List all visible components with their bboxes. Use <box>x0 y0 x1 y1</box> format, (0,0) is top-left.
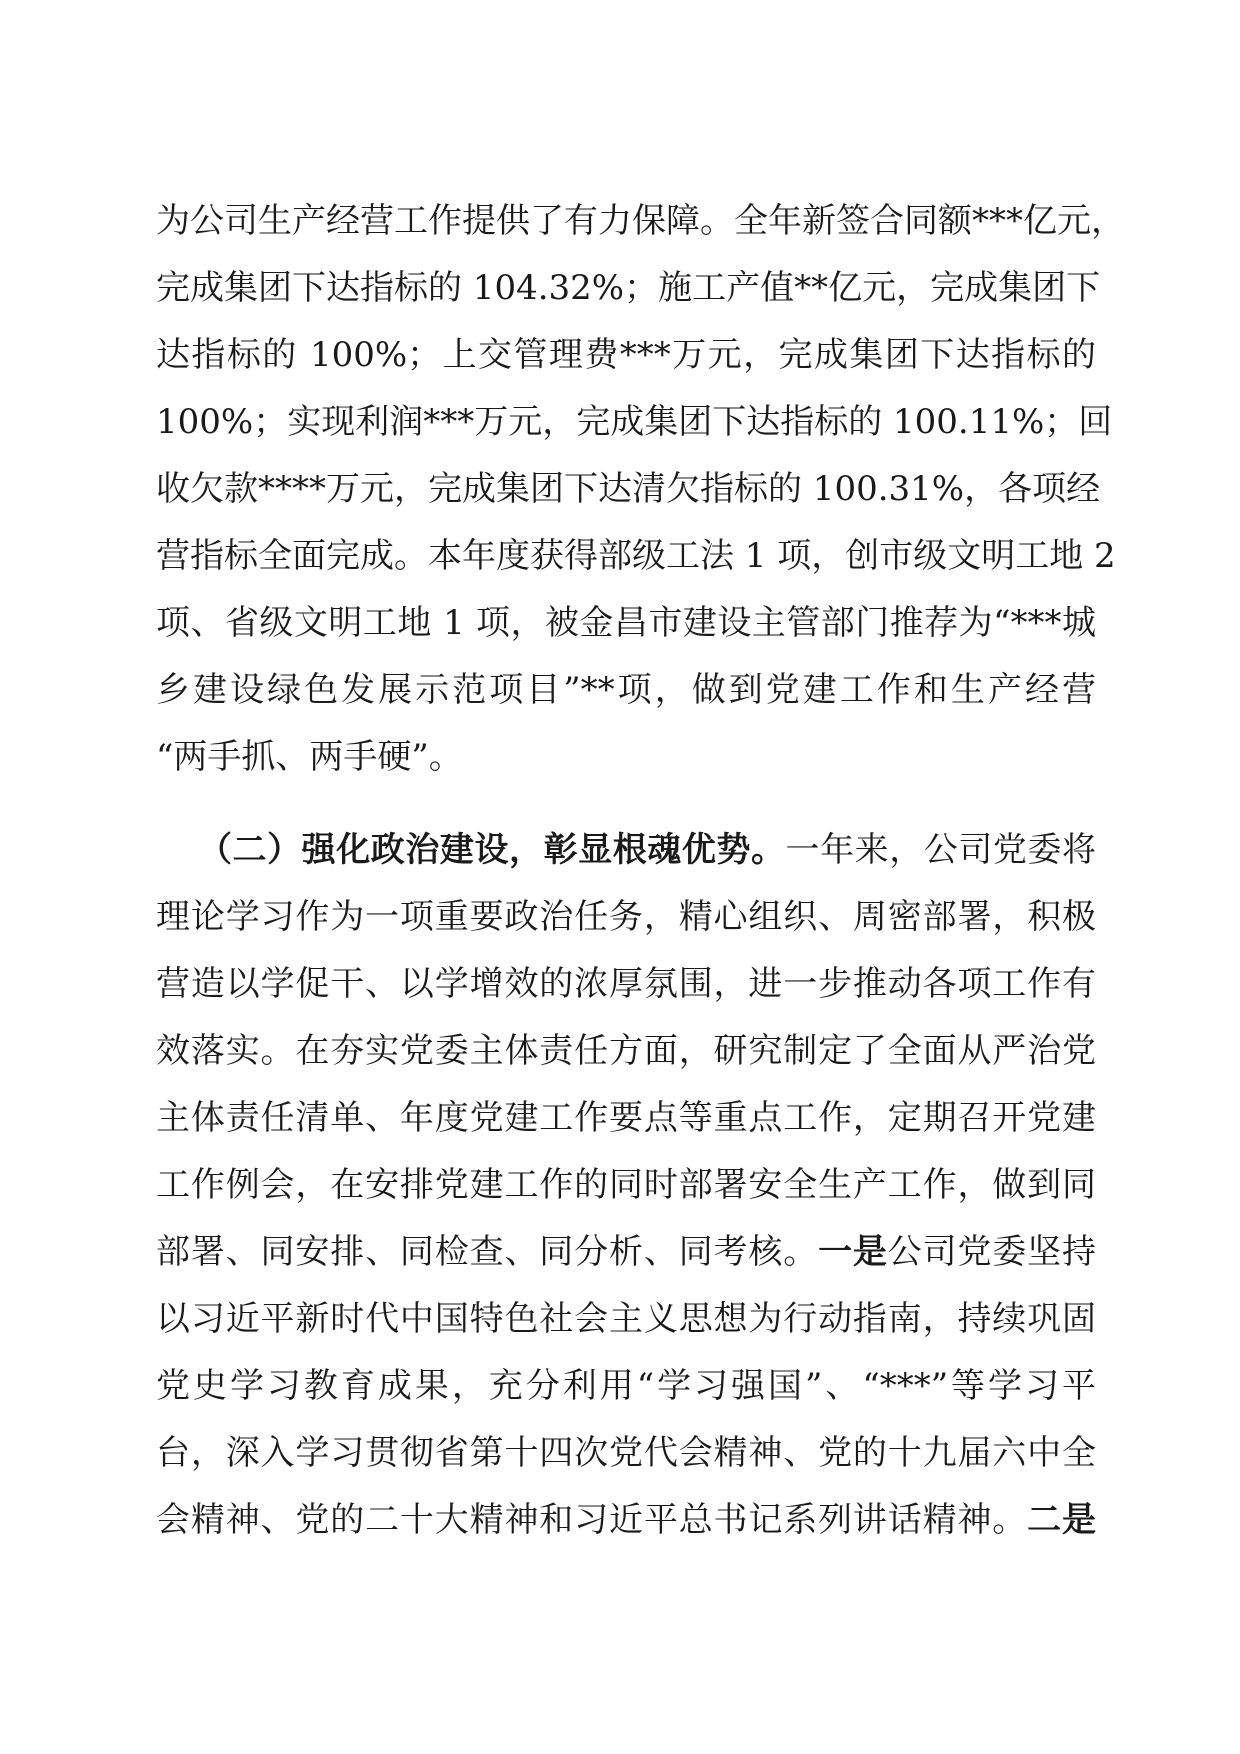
text-line: 效落实。在夯实党委主体责任方面，研究制定了全面从严治党 <box>156 1031 1096 1071</box>
section-heading: （二）强化政治建设，彰显根魂优势。 <box>198 830 786 870</box>
emphasis-marker: 二是 <box>1027 1500 1097 1540</box>
paragraph-2 <box>156 817 1096 1554</box>
text-line: 主体责任清单、年度党建工作要点等重点工作，定期召开党建 <box>156 1098 1096 1138</box>
text-line: 达指标的 100%；上交管理费***万元，完成集团下达指标的 <box>156 335 1096 375</box>
text-line: 营指标全面完成。本年度获得部级工法 1 项，创市级文明工地 2 <box>156 536 1116 576</box>
text-line: 台，深入学习贯彻省第十四次党代会精神、党的十九届六中全 <box>156 1433 1096 1473</box>
text-line <box>156 817 1096 884</box>
text-line: 营造以学促干、以学增效的浓厚氛围，进一步推动各项工作有 <box>156 964 1096 1004</box>
text-line <box>156 1219 1096 1286</box>
document-body <box>156 188 1125 1554</box>
text-run: 一年来，公司党委将 <box>785 830 1097 870</box>
text-line: 项、省级文明工地 1 项，被金昌市建设主管部门推荐为“***城 <box>156 603 1096 643</box>
text-line: 完成集团下达指标的 104.32%；施工产值**亿元，完成集团下 <box>156 268 1101 308</box>
text-line: 以习近平新时代中国特色社会主义思想为行动指南，持续巩固 <box>156 1299 1096 1339</box>
paragraph-1 <box>156 188 1125 791</box>
text-line <box>156 1487 1096 1554</box>
text-line: 理论学习作为一项重要政治任务，精心组织、周密部署，积极 <box>156 897 1096 937</box>
text-line: 收欠款****万元，完成集团下达清欠指标的 100.31%，各项经 <box>156 469 1101 509</box>
text-run: 公司党委坚持 <box>887 1232 1097 1272</box>
text-run: 会精神、党的二十大精神和习近平总书记系列讲话精神。 <box>156 1500 1028 1540</box>
text-line: 100%；实现利润***万元，完成集团下达指标的 100.11%；回 <box>156 402 1113 442</box>
text-line: 乡建设绿色发展示范项目”**项，做到党建工作和生产经营 <box>156 670 1096 710</box>
text-line: 党史学习教育成果，充分利用“学习强国”、“***”等学习平 <box>156 1366 1096 1406</box>
emphasis-marker: 一是 <box>818 1232 888 1272</box>
text-run: 部署、同安排、同检查、同分析、同考核。 <box>156 1232 819 1272</box>
text-line: 为公司生产经营工作提供了有力保障。全年新签合同额***亿元， <box>156 201 1125 241</box>
paragraph-spacing <box>156 791 1096 817</box>
text-line: “两手抓、两手硬”。 <box>156 737 463 777</box>
text-line: 工作例会，在安排党建工作的同时部署安全生产工作，做到同 <box>156 1165 1096 1205</box>
